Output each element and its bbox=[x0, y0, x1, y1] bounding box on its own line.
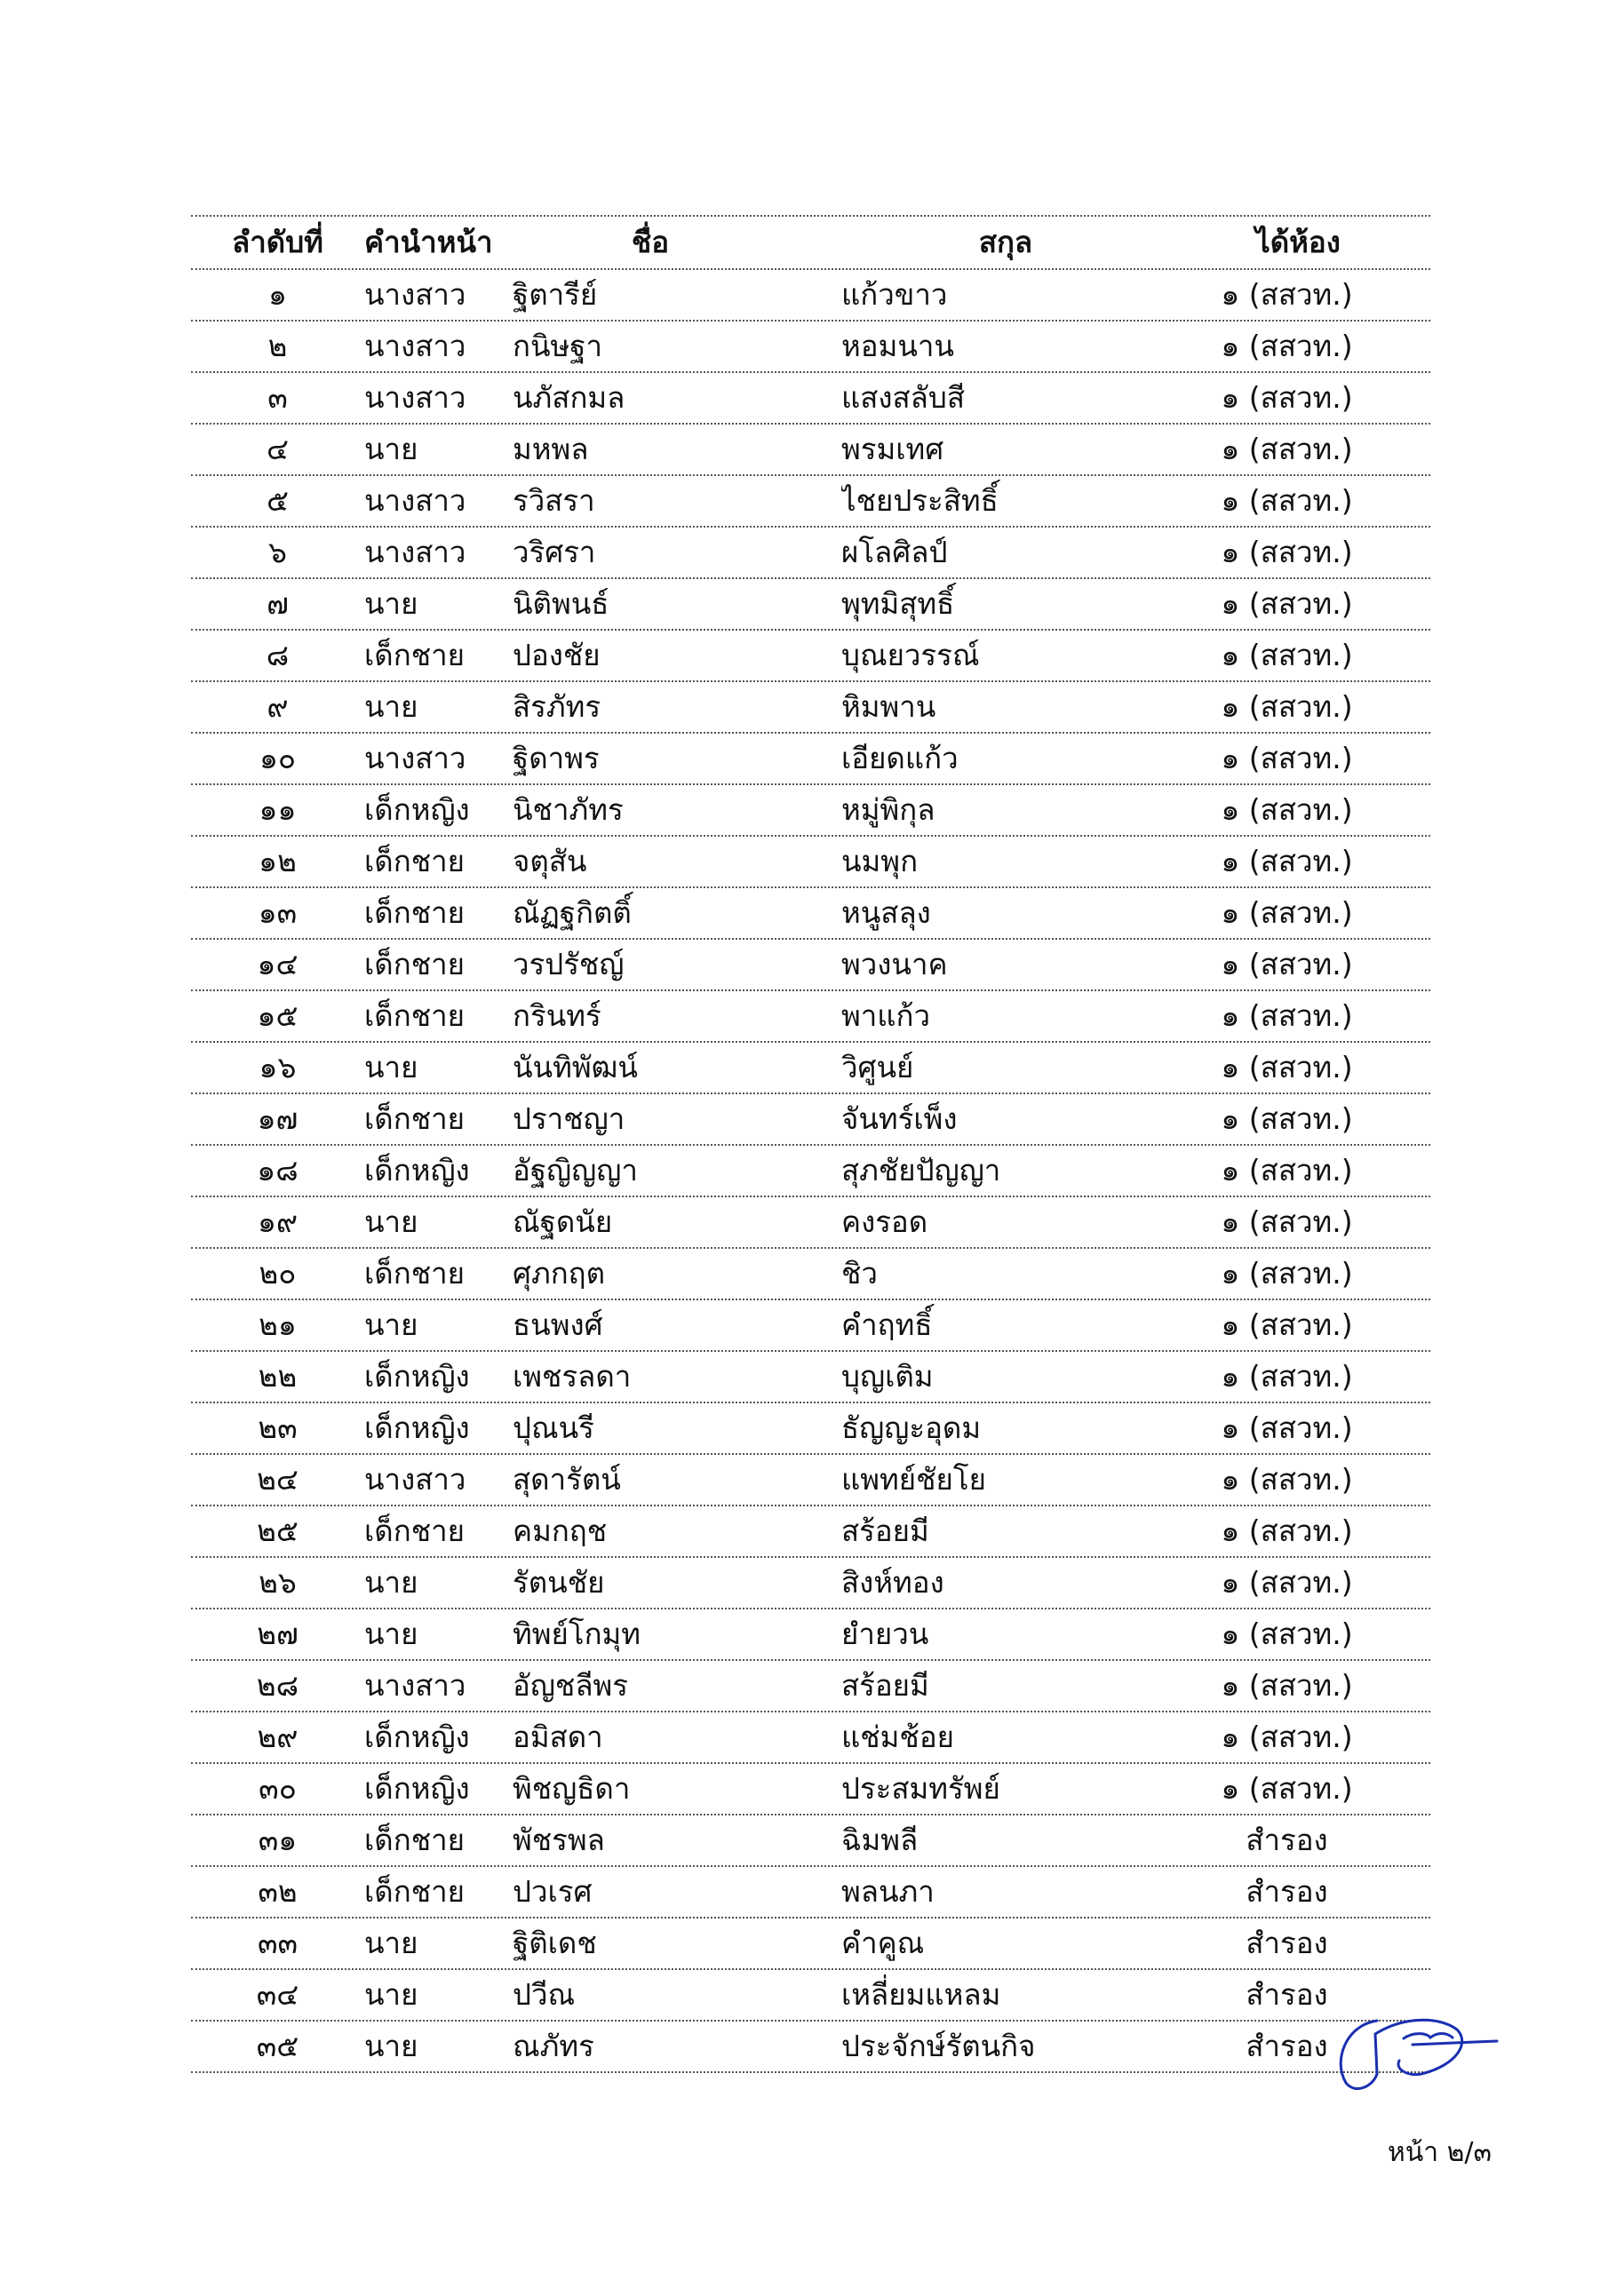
row-name: ณภัทร bbox=[513, 2029, 594, 2063]
row-room: ๑ (สสวท.) bbox=[1221, 1204, 1353, 1239]
row-room: ๑ (สสวท.) bbox=[1221, 1359, 1353, 1394]
row-room: ๑ (สสวท.) bbox=[1221, 998, 1353, 1033]
row-number: ๑๙ bbox=[257, 1204, 299, 1239]
table-row bbox=[191, 1455, 1430, 1506]
row-room: ๑ (สสวท.) bbox=[1221, 792, 1353, 827]
row-number: ๑ bbox=[268, 277, 287, 312]
row-room: สำรอง bbox=[1246, 1823, 1328, 1857]
row-surname: ประจักษ์รัตนกิจ bbox=[841, 2029, 1036, 2063]
row-room: ๑ (สสวท.) bbox=[1221, 689, 1353, 724]
table-row bbox=[191, 1197, 1430, 1249]
row-room: ๑ (สสวท.) bbox=[1221, 329, 1353, 363]
table-row bbox=[191, 734, 1430, 785]
row-number: ๑๑ bbox=[259, 792, 297, 827]
row-number: ๖ bbox=[268, 535, 287, 569]
table-row bbox=[191, 1249, 1430, 1300]
row-surname: จันทร์เพ็ง bbox=[841, 1101, 958, 1136]
table-row bbox=[191, 1506, 1430, 1558]
row-name: รัตนชัย bbox=[513, 1565, 605, 1600]
row-number: ๒๒ bbox=[258, 1359, 298, 1394]
row-prefix: นาย bbox=[364, 689, 418, 724]
row-prefix: เด็กหญิง bbox=[364, 1410, 470, 1445]
row-name: คมกฤช bbox=[513, 1513, 608, 1548]
row-name: อัฐญิญญา bbox=[513, 1153, 638, 1188]
row-surname: ประสมทรัพย์ bbox=[841, 1771, 1000, 1806]
row-name: นันทิพัฒน์ bbox=[513, 1050, 638, 1084]
table-row bbox=[191, 528, 1430, 579]
row-room: สำรอง bbox=[1246, 1977, 1328, 2012]
row-prefix: นางสาว bbox=[364, 380, 466, 415]
table-row bbox=[191, 1919, 1430, 1970]
row-prefix: เด็กชาย bbox=[364, 638, 465, 672]
row-prefix: เด็กหญิง bbox=[364, 1771, 470, 1806]
row-prefix: เด็กชาย bbox=[364, 1513, 465, 1548]
row-prefix: เด็กชาย bbox=[364, 1874, 465, 1909]
row-name: ณัฏฐกิตติ์ bbox=[513, 895, 632, 930]
row-surname: พรมเทศ bbox=[841, 432, 944, 466]
row-room: ๑ (สสวท.) bbox=[1221, 535, 1353, 569]
row-room: ๑ (สสวท.) bbox=[1221, 1720, 1353, 1754]
row-surname: ผโลศิลป์ bbox=[841, 535, 948, 569]
row-number: ๒๓ bbox=[258, 1410, 298, 1445]
row-surname: ธัญญะอุดม bbox=[841, 1410, 982, 1445]
row-prefix: เด็กชาย bbox=[364, 844, 465, 878]
row-number: ๓๑ bbox=[258, 1823, 298, 1857]
row-number: ๒ bbox=[267, 329, 288, 363]
row-surname: พลนภา bbox=[841, 1874, 935, 1909]
table-row bbox=[191, 1300, 1430, 1352]
row-prefix: นาย bbox=[364, 1307, 418, 1342]
row-number: ๑๓ bbox=[258, 895, 298, 930]
row-number: ๔ bbox=[267, 432, 289, 466]
row-room: ๑ (สสวท.) bbox=[1221, 741, 1353, 775]
table-row bbox=[191, 991, 1430, 1043]
row-prefix: นาย bbox=[364, 1204, 418, 1239]
row-number: ๒๗ bbox=[257, 1617, 299, 1651]
row-surname: พาแก้ว bbox=[841, 998, 931, 1033]
row-room: ๑ (สสวท.) bbox=[1221, 638, 1353, 672]
row-number: ๓๐ bbox=[259, 1771, 297, 1806]
row-room: ๑ (สสวท.) bbox=[1221, 586, 1353, 621]
row-prefix: นางสาว bbox=[364, 277, 466, 312]
row-room: ๑ (สสวท.) bbox=[1221, 1513, 1353, 1548]
row-number: ๒๘ bbox=[256, 1668, 299, 1703]
row-name: รวิสรา bbox=[513, 483, 595, 518]
row-surname: แช่มช้อย bbox=[841, 1720, 954, 1754]
row-number: ๓ bbox=[267, 380, 288, 415]
row-name: กรินทร์ bbox=[513, 998, 601, 1033]
row-room: สำรอง bbox=[1246, 1874, 1328, 1909]
table-row bbox=[191, 1094, 1430, 1146]
row-surname: หนูสลุง bbox=[841, 895, 931, 930]
row-number: ๗ bbox=[267, 586, 289, 621]
row-surname: พวงนาค bbox=[841, 947, 948, 981]
row-name: ธนพงศ์ bbox=[513, 1307, 603, 1342]
row-prefix: นาย bbox=[364, 1617, 418, 1651]
row-name: ปุณนรี bbox=[513, 1410, 594, 1445]
row-name: ปราชญา bbox=[513, 1101, 625, 1136]
row-prefix: เด็กชาย bbox=[364, 895, 465, 930]
row-prefix: เด็กหญิง bbox=[364, 1153, 470, 1188]
table-row bbox=[191, 1146, 1430, 1197]
row-surname: สุภชัยปัญญา bbox=[841, 1153, 1001, 1188]
row-number: ๒๕ bbox=[257, 1513, 299, 1548]
row-number: ๑๔ bbox=[257, 947, 299, 981]
row-number: ๓๒ bbox=[258, 1874, 298, 1909]
row-prefix: เด็กชาย bbox=[364, 998, 465, 1033]
row-surname: คำคูณ bbox=[841, 1926, 925, 1960]
page-number: หน้า ๒/๓ bbox=[1387, 2137, 1492, 2168]
row-name: พิชญธิดา bbox=[513, 1771, 631, 1806]
row-name: จตุสัน bbox=[513, 844, 587, 878]
row-prefix: นางสาว bbox=[364, 535, 466, 569]
table-row bbox=[191, 1815, 1430, 1867]
row-prefix: นาย bbox=[364, 1050, 418, 1084]
header-number: ลำดับที่ bbox=[232, 225, 323, 259]
row-name: ฐิตารีย์ bbox=[513, 277, 598, 312]
row-prefix: เด็กหญิง bbox=[364, 1720, 470, 1754]
row-room: ๑ (สสวท.) bbox=[1221, 1153, 1353, 1188]
row-prefix: นาย bbox=[364, 2029, 418, 2063]
row-surname: ยำยวน bbox=[841, 1617, 929, 1651]
row-prefix: นาย bbox=[364, 1926, 418, 1960]
table-row bbox=[191, 682, 1430, 734]
row-name: วริศรา bbox=[513, 535, 596, 569]
row-name: นิชาภัทร bbox=[513, 792, 624, 827]
row-prefix: นาย bbox=[364, 1977, 418, 2012]
row-prefix: เด็กชาย bbox=[364, 1101, 465, 1136]
row-surname: บุณยวรรณ์ bbox=[841, 638, 980, 672]
row-surname: พุทมิสุทธิ์ bbox=[841, 586, 955, 621]
row-room: สำรอง bbox=[1246, 2029, 1328, 2063]
row-surname: แพทย์ชัยโย bbox=[841, 1462, 986, 1497]
row-number: ๙ bbox=[267, 689, 289, 724]
row-surname: ไชยประสิทธิ์ bbox=[841, 483, 999, 518]
row-surname: แก้วขาว bbox=[841, 277, 948, 312]
row-name: กนิษฐา bbox=[513, 329, 603, 363]
table-row bbox=[191, 425, 1430, 476]
row-prefix: เด็กหญิง bbox=[364, 1359, 470, 1394]
table-row bbox=[191, 476, 1430, 528]
signature-mark bbox=[1324, 1998, 1501, 2096]
table-row bbox=[191, 631, 1430, 682]
row-name: ทิพย์โกมุท bbox=[513, 1617, 641, 1651]
row-room: ๑ (สสวท.) bbox=[1221, 432, 1353, 466]
row-surname: สิงห์ทอง bbox=[841, 1565, 944, 1600]
row-number: ๓๓ bbox=[257, 1926, 299, 1960]
row-room: ๑ (สสวท.) bbox=[1221, 1565, 1353, 1600]
table-row bbox=[191, 888, 1430, 940]
table-row bbox=[191, 2022, 1430, 2073]
row-name: เพชรลดา bbox=[513, 1359, 632, 1394]
table-row bbox=[191, 1043, 1430, 1094]
row-name: อมิสดา bbox=[513, 1720, 603, 1754]
row-number: ๑๘ bbox=[257, 1153, 299, 1188]
row-prefix: เด็กชาย bbox=[364, 947, 465, 981]
table-row bbox=[191, 1352, 1430, 1403]
row-name: พัชรพล bbox=[513, 1823, 605, 1857]
table-row bbox=[191, 785, 1430, 837]
row-room: ๑ (สสวท.) bbox=[1221, 1050, 1353, 1084]
row-room: ๑ (สสวท.) bbox=[1221, 1617, 1353, 1651]
row-number: ๑๒ bbox=[259, 844, 297, 878]
row-number: ๒๔ bbox=[257, 1462, 299, 1497]
table-row bbox=[191, 270, 1430, 322]
table-row bbox=[191, 940, 1430, 991]
row-prefix: นางสาว bbox=[364, 329, 466, 363]
row-name: สุดารัตน์ bbox=[513, 1462, 621, 1497]
row-room: ๑ (สสวท.) bbox=[1221, 947, 1353, 981]
row-room: ๑ (สสวท.) bbox=[1221, 1771, 1353, 1806]
row-number: ๒๑ bbox=[259, 1307, 297, 1342]
table-header-row bbox=[191, 217, 1430, 270]
row-room: ๑ (สสวท.) bbox=[1221, 380, 1353, 415]
row-name: มหพล bbox=[513, 432, 589, 466]
table-row bbox=[191, 1609, 1430, 1661]
row-surname: หิมพาน bbox=[841, 689, 936, 724]
row-prefix: นางสาว bbox=[364, 1668, 466, 1703]
table-body bbox=[191, 270, 1430, 2073]
row-number: ๑๗ bbox=[257, 1101, 299, 1136]
row-name: ฐิติเดช bbox=[513, 1926, 597, 1960]
table-row bbox=[191, 579, 1430, 631]
row-prefix: เด็กชาย bbox=[364, 1823, 465, 1857]
table-row bbox=[191, 1403, 1430, 1455]
table-row bbox=[191, 373, 1430, 425]
row-name: ฐิดาพร bbox=[513, 741, 600, 775]
row-name: ศุภกฤต bbox=[513, 1256, 606, 1291]
table-row bbox=[191, 322, 1430, 373]
row-number: ๘ bbox=[266, 638, 290, 672]
row-surname: วิศูนย์ bbox=[841, 1050, 914, 1084]
row-number: ๒๖ bbox=[259, 1565, 297, 1600]
row-surname: บุญเติม bbox=[841, 1359, 934, 1394]
row-name: นภัสกมล bbox=[513, 380, 625, 415]
row-surname: เหลี่ยมแหลม bbox=[841, 1977, 1001, 2012]
table-row bbox=[191, 1764, 1430, 1815]
row-number: ๒๙ bbox=[257, 1720, 299, 1754]
row-room: ๑ (สสวท.) bbox=[1221, 1307, 1353, 1342]
row-name: อัญชลีพร bbox=[513, 1668, 629, 1703]
row-number: ๓๔ bbox=[256, 1977, 299, 2012]
student-table bbox=[191, 215, 1430, 2073]
header-surname: สกุล bbox=[978, 225, 1033, 259]
row-surname: หอมนาน bbox=[841, 329, 954, 363]
row-room: ๑ (สสวท.) bbox=[1221, 277, 1353, 312]
row-prefix: นางสาว bbox=[364, 1462, 466, 1497]
table-row bbox=[191, 1558, 1430, 1609]
row-surname: คำฤทธิ์ bbox=[841, 1307, 933, 1342]
row-name: นิติพนธ์ bbox=[513, 586, 609, 621]
row-surname: หมู่พิกุล bbox=[841, 792, 935, 827]
row-room: ๑ (สสวท.) bbox=[1221, 1668, 1353, 1703]
row-prefix: นาย bbox=[364, 1565, 418, 1600]
row-room: ๑ (สสวท.) bbox=[1221, 844, 1353, 878]
row-surname: ฉิมพลี bbox=[841, 1823, 919, 1857]
row-prefix: เด็กชาย bbox=[364, 1256, 465, 1291]
row-surname: แสงสลับสี bbox=[841, 380, 965, 415]
row-room: ๑ (สสวท.) bbox=[1221, 895, 1353, 930]
row-name: ณัฐดนัย bbox=[513, 1204, 613, 1239]
row-prefix: นางสาว bbox=[364, 483, 466, 518]
row-number: ๑๕ bbox=[257, 998, 299, 1033]
row-number: ๒๐ bbox=[259, 1256, 297, 1291]
row-room: ๑ (สสวท.) bbox=[1221, 1462, 1353, 1497]
row-prefix: เด็กหญิง bbox=[364, 792, 470, 827]
row-surname: สร้อยมี bbox=[841, 1668, 929, 1703]
row-prefix: นาย bbox=[364, 432, 418, 466]
header-prefix: คำนำหน้า bbox=[364, 225, 493, 259]
row-name: วรปรัชญ์ bbox=[513, 947, 625, 981]
row-surname: ชิว bbox=[841, 1256, 878, 1291]
row-prefix: นาย bbox=[364, 586, 418, 621]
table-row bbox=[191, 1712, 1430, 1764]
row-number: ๑๖ bbox=[259, 1050, 297, 1084]
row-room: ๑ (สสวท.) bbox=[1221, 483, 1353, 518]
table-row bbox=[191, 837, 1430, 888]
row-number: ๕ bbox=[267, 483, 289, 518]
row-name: ปวีณ bbox=[513, 1977, 576, 2012]
table-row bbox=[191, 1867, 1430, 1919]
row-surname: เอียดแก้ว bbox=[841, 741, 959, 775]
row-room: สำรอง bbox=[1246, 1926, 1328, 1960]
row-surname: นมพุก bbox=[841, 844, 919, 878]
row-surname: สร้อยมี bbox=[841, 1513, 929, 1548]
row-room: ๑ (สสวท.) bbox=[1221, 1256, 1353, 1291]
header-room: ได้ห้อง bbox=[1255, 225, 1341, 259]
row-number: ๑๐ bbox=[259, 741, 297, 775]
row-prefix: นางสาว bbox=[364, 741, 466, 775]
row-name: ปองชัย bbox=[513, 638, 601, 672]
row-name: สิรภัทร bbox=[513, 689, 601, 724]
row-surname: คงรอด bbox=[841, 1204, 928, 1239]
table-row bbox=[191, 1970, 1430, 2022]
table-row bbox=[191, 1661, 1430, 1712]
row-room: ๑ (สสวท.) bbox=[1221, 1101, 1353, 1136]
row-room: ๑ (สสวท.) bbox=[1221, 1410, 1353, 1445]
row-number: ๓๕ bbox=[256, 2029, 299, 2063]
row-name: ปวเรศ bbox=[513, 1874, 593, 1909]
header-name: ชื่อ bbox=[631, 225, 670, 259]
